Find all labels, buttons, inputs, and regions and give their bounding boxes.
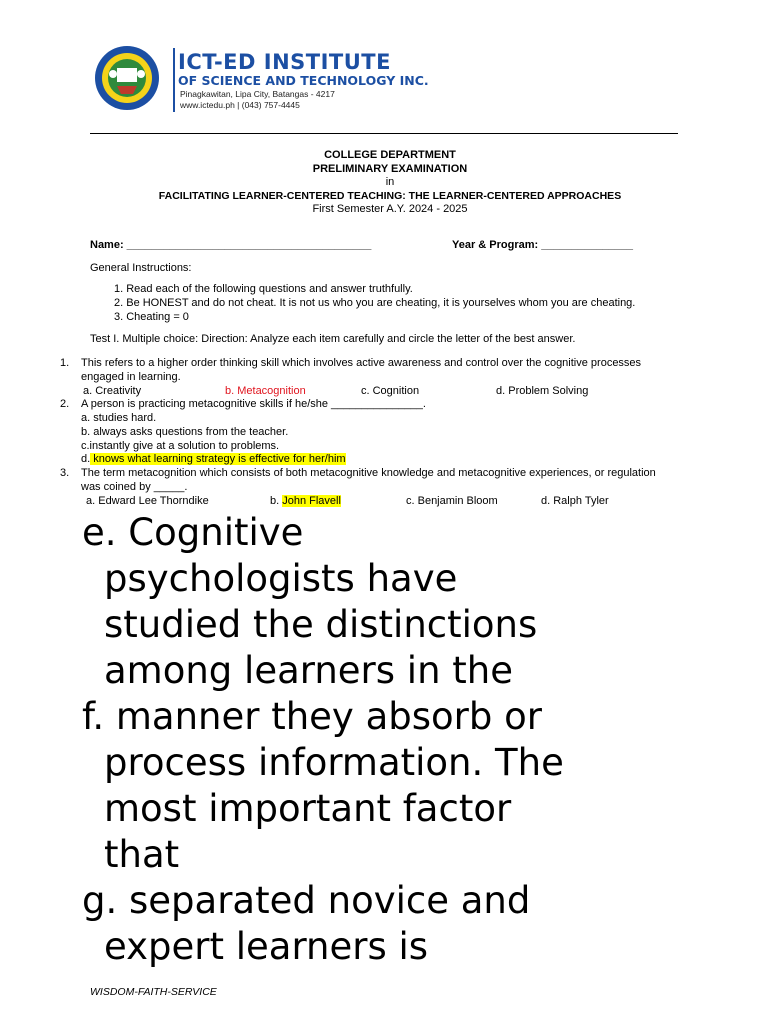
q3-choice-d[interactable]: d. Ralph Tyler <box>541 495 609 507</box>
overlay-line: e. Cognitive <box>82 511 304 554</box>
q3-choice-a[interactable]: a. Edward Lee Thorndike <box>86 495 209 507</box>
overlay-line: process information. The <box>104 741 564 784</box>
question-number: 2. <box>60 398 70 410</box>
department-title: COLLEGE DEPARTMENT <box>324 149 456 161</box>
institution-contact: www.ictedu.ph | (043) 757-4445 <box>180 100 300 110</box>
overlay-line: expert learners is <box>104 925 429 968</box>
q3-choice-b-letter: b. <box>270 495 283 507</box>
q2-choice-a[interactable]: a. studies hard. <box>81 412 157 424</box>
question-3-text: The term metacognition which consists of both metacognitive knowledge and metacognitive experiences, or regulation <box>81 467 656 479</box>
q1-choice-c[interactable]: c. Cognition <box>361 385 420 397</box>
institution-address: Pinagkawitan, Lipa City, Batangas - 4217 <box>180 89 335 99</box>
header-rule <box>90 133 678 134</box>
question-2-text: A person is practicing metacognitive skills if he/she _______________. <box>81 398 426 410</box>
question-1-text: This refers to a higher order thinking skill which involves active awareness and control over the cognitive processes <box>81 357 642 369</box>
overlay-line: studied the distinctions <box>104 603 538 646</box>
year-program-field[interactable]: Year & Program: _______________ <box>452 239 634 251</box>
q3-choice-b[interactable] <box>270 495 341 507</box>
q3-choice-b-text: John Flavell <box>282 495 341 507</box>
q3-choice-c[interactable]: c. Benjamin Bloom <box>406 495 498 507</box>
question-3-text-cont: was coined by _____. <box>81 481 188 493</box>
q2-choice-d[interactable] <box>81 453 346 465</box>
q2-choice-c[interactable]: c.instantly give at a solution to problems. <box>81 440 280 452</box>
overlay-line: psychologists have <box>104 557 458 600</box>
title-in: in <box>385 176 395 188</box>
course-title: FACILITATING LEARNER-CENTERED TEACHING: THE LEARNER-CENTERED APPROACHES <box>158 190 622 202</box>
q2-choice-d-letter: d. <box>81 453 91 465</box>
semester-label: First Semester A.Y. 2024 - 2025 <box>312 203 468 215</box>
overlay-line: f. manner they absorb or <box>82 695 542 738</box>
institution-subtitle: OF SCIENCE AND TECHNOLOGY INC. <box>178 73 429 88</box>
instruction-item: 3. Cheating = 0 <box>114 311 189 323</box>
question-number: 3. <box>60 467 70 479</box>
instructions-heading: General Instructions: <box>90 262 192 274</box>
q1-choice-b[interactable]: b. Metacognition <box>225 385 306 397</box>
footer-motto: WISDOM-FAITH-SERVICE <box>90 986 217 998</box>
instruction-item: 1. Read each of the following questions and answer truthfully. <box>114 283 413 295</box>
overlay-line: that <box>104 833 180 876</box>
test-direction: Test I. Multiple choice: Direction: Analyze each item carefully and circle the letter of the best answer. <box>90 333 576 345</box>
instruction-item: 2. Be HONEST and do not cheat. It is not us who you are cheating, it is yourselves whom you are cheating. <box>114 297 636 309</box>
overlay-line: among learners in the <box>104 649 514 692</box>
header-divider <box>173 48 175 112</box>
q1-choice-d[interactable]: d. Problem Solving <box>496 385 589 397</box>
overlay-line: most important factor <box>104 787 512 830</box>
question-1-text-cont: engaged in learning. <box>81 371 181 383</box>
institution-name: ICT-ED INSTITUTE <box>178 50 391 74</box>
question-number: 1. <box>60 357 70 369</box>
q2-choice-b[interactable]: b. always asks questions from the teacher. <box>81 426 289 438</box>
name-field[interactable]: Name: ________________________________________ <box>90 239 372 251</box>
overlay-line: g. separated novice and <box>82 879 531 922</box>
q2-choice-d-text: knows what learning strategy is effective for her/him <box>90 453 346 465</box>
exam-title: PRELIMINARY EXAMINATION <box>312 163 468 175</box>
q1-choice-a[interactable]: a. Creativity <box>83 385 142 397</box>
institute-logo <box>93 44 175 112</box>
